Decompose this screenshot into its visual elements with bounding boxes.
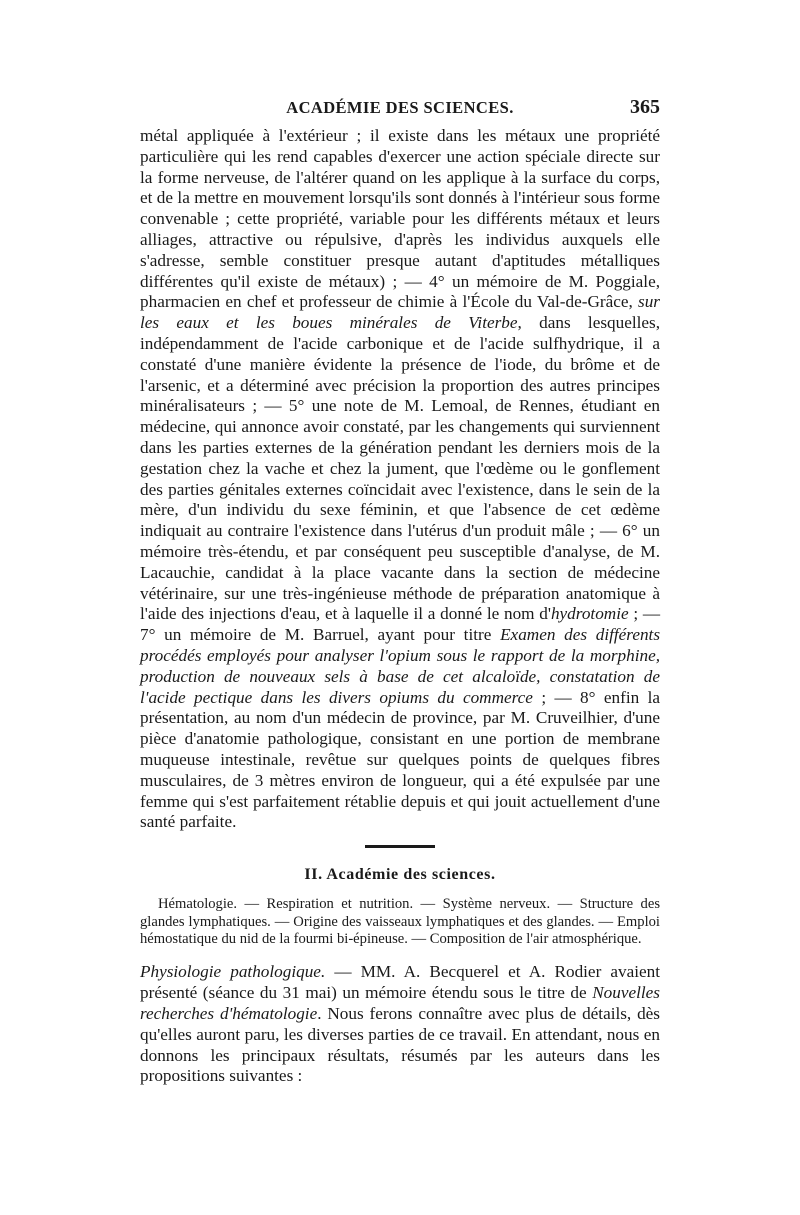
title-eaux-viterbe: sur les eaux et les boues minérales de Viterbe bbox=[140, 292, 660, 333]
page-header bbox=[140, 98, 660, 126]
page-number: 365 bbox=[630, 96, 660, 118]
paragraph-1-text-a: métal appliquée à l'extérieur ; il existe dans les métaux une propriété particulière qui les rend capables d'exercer une action spéciale directe sur la forme nerveuse, de l'altérer quand on les applique à la surface du corps, et de la mettre en mouvement lorsqu'ils sont donnés à l'intérieur sous forme convenable ; cette propriété, variable pour les différents métaux et leurs alliages, attractive ou répulsive, d'après les individus auxquels elle s'adresse, semble constituer presque autant d'aptitudes métalliques différentes qu'il existe de métaux) ; — 4° un mémoire de M. Poggiale, pharmacien en chef et professeur de chimie à l'École du Val-de-Grâce, bbox=[140, 126, 660, 312]
section-summary bbox=[140, 896, 660, 948]
paragraph-1-text-b: , dans lesquelles, indépendamment de l'acide carbonique et de l'acide sulfhydrique, il a constaté d'une manière évidente la présence de l'iode, du brôme et de l'arsenic, et a déterminé avec précision la proportion des autres principes minéralisateurs ; — 5° une note de M. Lemoal, de Rennes, étudiant en médecine, qui annonce avoir constaté, par les changements qui surviennent dans les parties externes de la génération pendant les derniers mois de la gestation chez la vache et chez la jument, que l'œdème ou le gonflement des parties génitales externes coïncidait avec l'existence, dans le sein de la mère, d'un individu du sexe féminin, et que l'absence de cet œdème indiquait au contraire l'existence dans l'utérus d'un produit mâle ; — 6° un mémoire très-étendu, et par conséquent peu susceptible d'analyse, de M. Lacauchie, candidat à la place vacante dans la section de médecine vétérinaire, sur une très-ingénieuse méthode de préparation anatomique à l'aide des injections d'eau, et à laquelle il a donné le nom d' bbox=[140, 313, 660, 624]
title-hematologie: Nouvelles recherches d'hématologie bbox=[140, 983, 660, 1023]
term-hydrotomie: hydrotomie bbox=[550, 604, 629, 624]
running-head: ACADÉMIE DES SCIENCES. bbox=[286, 98, 514, 117]
paragraph-2-lead: Physiologie pathologique. bbox=[140, 962, 326, 982]
paragraph-2 bbox=[140, 962, 660, 1087]
paragraph-1 bbox=[140, 126, 660, 833]
paragraph-1-text-d: ; — 8° enfin la présentation, au nom d'un médecin de province, par M. Cruveilhier, d'une pièce d'anatomie pathologique, consistant en une portion de membrane muqueuse intestinale, revêtue sur quelques points de quelques fibres musculaires, de 3 mètres environ de longueur, qui a été expulsée par une femme qui s'est parfaitement rétablie depuis et qui jouit actuellement d'une santé parfaite. bbox=[140, 687, 660, 832]
title-examen-opium: Examen des différents procédés employés pour analyser l'opium sous le rapport de la morphine, production de nouveaux sels à base de cet alcaloïde, constatation de l'acide pectique dans les divers opiums du commerce bbox=[140, 625, 661, 707]
paragraph-2-text-b: . Nous ferons connaître avec plus de détails, dès qu'elles auront paru, les diverses parties de ce travail. En attendant, nous en donnons les principaux résultats, résumés par les auteurs dans les propositions suivantes : bbox=[140, 1003, 660, 1086]
paragraph-1-text-c: ; — 7° un mémoire de M. Barruel, ayant pour titre bbox=[140, 604, 661, 645]
section-title: II. Académie des sciences. bbox=[304, 866, 496, 884]
section-summary-text: Hématologie. — Respiration et nutrition. — Système nerveux. — Structure des glandes lymphatiques. — Origine des vaisseaux lymphatiques et des glandes. — Emploi hémostatique du nid de la fourmi bi-épineuse. — Composition de l'air atmosphérique. bbox=[140, 896, 660, 947]
book-page bbox=[140, 98, 660, 1087]
paragraph-2-text-a: — MM. A. Becquerel et A. Rodier avaient présenté (séance du 31 mai) un mémoire étendu sous le titre de bbox=[140, 962, 660, 1003]
section-divider bbox=[365, 845, 435, 848]
